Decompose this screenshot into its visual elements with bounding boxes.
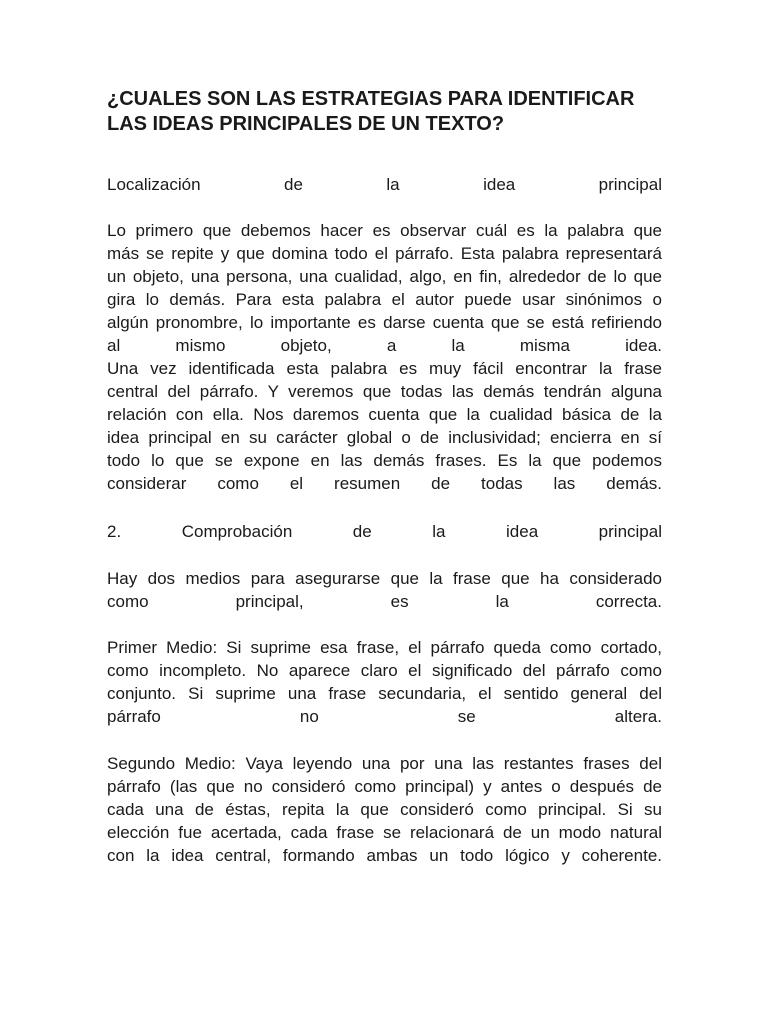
text-line: más se repite y que domina todo el párrafo. Esta palabra representará [107,244,662,263]
text-line: cada una de éstas, repita la que consideró como principal. Si su [107,800,662,819]
text-line: gira lo demás. Para esta palabra el autor puede usar sinónimos o [107,290,662,309]
text-line: considerar como el resumen de todas las demás. [107,474,662,493]
text-line: como principal, es la correcta. [107,592,662,611]
text-line: como incompleto. No aparece claro el significado del párrafo como [107,661,662,680]
text-line: conjunto. Si suprime una frase secundaria, el sentido general del [107,684,662,703]
text-line: Una vez identificada esta palabra es muy fácil encontrar la frase [107,359,662,378]
text-line: al mismo objeto, a la misma idea. [107,336,662,355]
text-line: párrafo no se altera. [107,707,662,726]
text-line: Segundo Medio: Vaya leyendo una por una las restantes frases del [107,754,662,773]
text-line: elección fue acertada, cada frase se relacionará de un modo natural [107,823,662,842]
text-line: Primer Medio: Si suprime esa frase, el párrafo queda como cortado, [107,638,662,657]
text-line: relación con ella. Nos daremos cuenta que la cualidad básica de la [107,405,662,424]
text-line: un objeto, una persona, una cualidad, algo, en fin, alrededor de lo que [107,267,662,286]
text-line: todo lo que se expone en las demás frases. Es la que podemos [107,451,662,470]
text-line: central del párrafo. Y veremos que todas las demás tendrán alguna [107,382,662,401]
document-title: ¿CUALES SON LAS ESTRATEGIAS PARA IDENTIFICAR LAS IDEAS PRINCIPALES DE UN TEXTO? [107,88,635,135]
text-line: Lo primero que debemos hacer es observar cuál es la palabra que [107,221,662,240]
text-line: con la idea central, formando ambas un todo lógico y coherente. [107,846,662,865]
text-line: idea principal en su carácter global o de inclusividad; encierra en sí [107,428,662,447]
text-line: Hay dos medios para asegurarse que la frase que ha considerado [107,569,662,588]
text-line: párrafo (las que no consideró como principal) y antes o después de [107,777,662,796]
text-line: algún pronombre, lo importante es darse cuenta que se está refiriendo [107,313,662,332]
section-heading-localizacion: Localización de la idea principal [107,175,662,194]
section-heading-comprobacion: 2. Comprobación de la idea principal [107,522,662,541]
